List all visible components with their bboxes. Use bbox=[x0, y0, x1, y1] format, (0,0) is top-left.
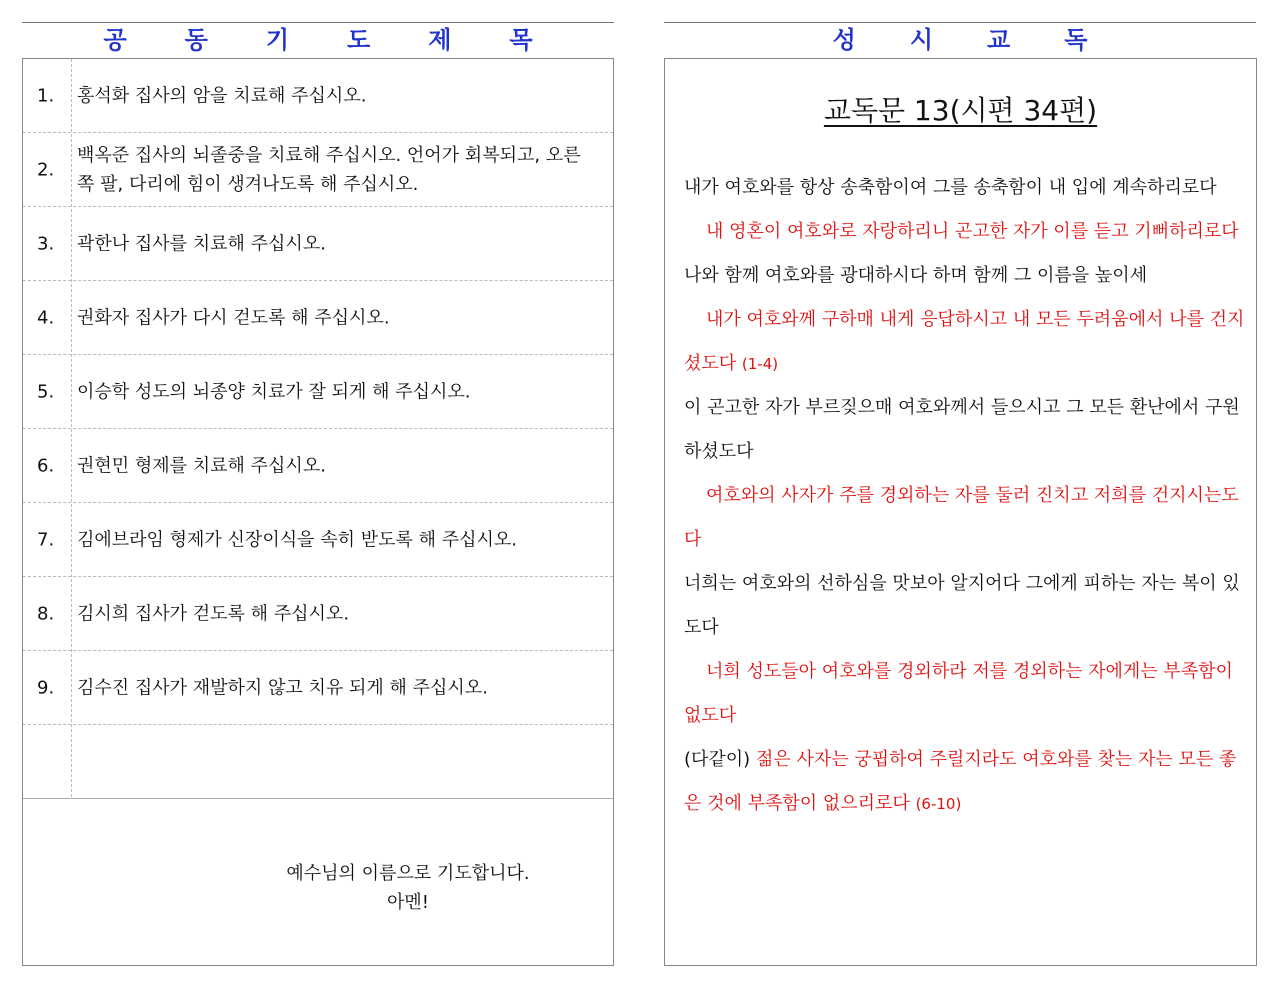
prayer-item bbox=[23, 207, 613, 281]
prayer-item-empty bbox=[23, 725, 613, 799]
reading-title bbox=[665, 91, 1256, 131]
prayer-item bbox=[23, 355, 613, 429]
prayer-heading-char: 동 bbox=[184, 26, 208, 54]
verse-people bbox=[684, 298, 1250, 386]
prayer-item-text: 김시희 집사가 걷도록 해 주십시오. bbox=[77, 603, 350, 624]
prayer-item bbox=[23, 651, 613, 725]
prayer-item-number: 9. bbox=[37, 677, 55, 698]
verse-text: 너희 성도들아 여호와를 경외하라 저를 경외하는 자에게는 부족함이 없도다 bbox=[684, 661, 1233, 726]
prayer-item bbox=[23, 133, 613, 207]
closing-prayer bbox=[263, 859, 553, 917]
prayer-item-text: 이승학 성도의 뇌종양 치료가 잘 되게 해 주십시오. bbox=[77, 381, 471, 402]
verse-leader bbox=[684, 386, 1250, 474]
prayer-item-number: 6. bbox=[37, 455, 55, 476]
prayer-heading-char: 도 bbox=[347, 26, 371, 54]
reading-title-text: 교독문 13(시편 34편) bbox=[823, 94, 1098, 127]
prayer-item-text: 김에브라임 형제가 신장이식을 속히 받도록 해 주십시오. bbox=[77, 529, 517, 550]
verse-leader bbox=[684, 254, 1250, 298]
all-prefix: (다같이) bbox=[684, 749, 751, 770]
verse-text: 너희는 여호와의 선하심을 맛보아 알지어다 그에게 피하는 자는 복이 있도다 bbox=[684, 573, 1240, 638]
verse-text: 나와 함께 여호와를 광대하시다 하며 함께 그 이름을 높이세 bbox=[684, 265, 1148, 286]
verse-leader bbox=[684, 562, 1250, 650]
prayer-item-text: 백옥준 집사의 뇌졸중을 치료해 주십시오. 언어가 회복되고, 오른쪽 팔, 다리에 힘이 생겨나도록 해 주십시오. bbox=[77, 144, 581, 195]
prayer-item-text: 김수진 집사가 재발하지 않고 치유 되게 해 주십시오. bbox=[77, 677, 488, 698]
prayer-item-number: 7. bbox=[37, 529, 55, 550]
prayer-item-text: 곽한나 집사를 치료해 주십시오. bbox=[77, 233, 326, 254]
verse-all bbox=[684, 738, 1250, 826]
prayer-item-text: 권화자 집사가 다시 걷도록 해 주십시오. bbox=[77, 307, 390, 328]
prayer-heading-char: 목 bbox=[509, 26, 533, 54]
verse-text: 이 곤고한 자가 부르짖으매 여호와께서 들으시고 그 모든 환난에서 구원하셨도다 bbox=[684, 397, 1240, 462]
prayer-item-number: 8. bbox=[37, 603, 55, 624]
reading-heading bbox=[664, 22, 1256, 59]
verses bbox=[684, 166, 1250, 826]
prayer-item-number: 5. bbox=[37, 381, 55, 402]
reading-heading-char: 시 bbox=[909, 26, 933, 54]
prayer-item bbox=[23, 59, 613, 133]
prayer-item-text: 권현민 형제를 치료해 주십시오. bbox=[77, 455, 326, 476]
prayer-item bbox=[23, 281, 613, 355]
reading-heading-char: 독 bbox=[1064, 26, 1088, 54]
prayer-item-text: 홍석화 집사의 암을 치료해 주십시오. bbox=[77, 85, 367, 106]
prayer-item-number: 2. bbox=[37, 159, 55, 180]
verse-text: 여호와의 사자가 주를 경외하는 자를 둘러 진치고 저희를 건지시는도다 bbox=[684, 485, 1239, 550]
prayer-heading-char: 기 bbox=[265, 26, 289, 54]
verse-people bbox=[684, 210, 1250, 254]
prayer-item-number: 1. bbox=[37, 85, 55, 106]
verse-people bbox=[684, 650, 1250, 738]
prayer-item bbox=[23, 577, 613, 651]
prayer-heading-char: 공 bbox=[103, 26, 127, 54]
verse-leader bbox=[684, 166, 1250, 210]
prayer-heading bbox=[22, 22, 614, 59]
closing-line: 예수님의 이름으로 기도합니다. bbox=[286, 863, 530, 884]
verse-text: 내가 여호와께 구하매 내게 응답하시고 내 모든 두려움에서 나를 건지셨도다 bbox=[684, 309, 1245, 374]
prayer-item-number: 3. bbox=[37, 233, 55, 254]
verse-text: 젊은 사자는 궁핍하여 주릴지라도 여호와를 찾는 자는 모든 좋은 것에 부족함이 없으리로다 bbox=[684, 749, 1237, 814]
prayer-heading-char: 제 bbox=[428, 26, 452, 54]
prayer-item bbox=[23, 429, 613, 503]
reading-heading-char: 성 bbox=[832, 26, 856, 54]
prayer-list-panel bbox=[22, 58, 614, 966]
reading-heading-char: 교 bbox=[987, 26, 1011, 54]
prayer-item-number: 4. bbox=[37, 307, 55, 328]
responsive-reading-panel bbox=[664, 58, 1257, 966]
verse-reference: (6-10) bbox=[915, 795, 962, 813]
verse-text: 내 영혼이 여호와로 자랑하리니 곤고한 자가 이를 듣고 기뻐하리로다 bbox=[706, 221, 1239, 242]
verse-people bbox=[684, 474, 1250, 562]
verse-reference: (1-4) bbox=[741, 355, 779, 373]
prayer-item bbox=[23, 503, 613, 577]
amen-line: 아멘! bbox=[387, 892, 429, 913]
verse-text: 내가 여호와를 항상 송축함이여 그를 송축함이 내 입에 계속하리로다 bbox=[684, 177, 1217, 198]
